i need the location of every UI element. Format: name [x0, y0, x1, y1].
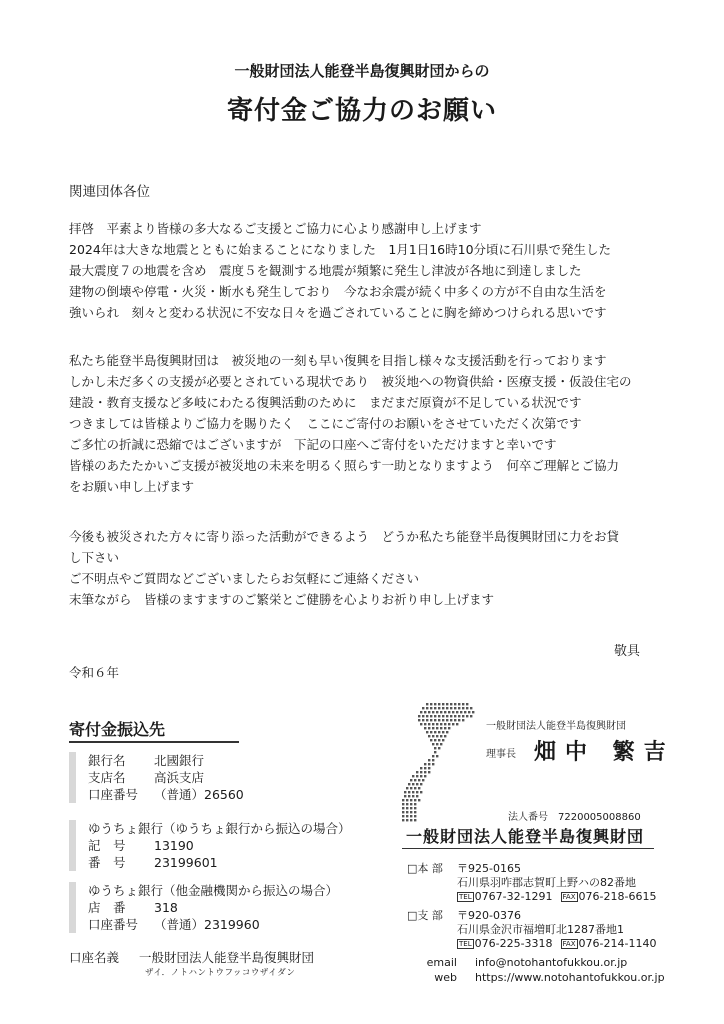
- branch-office-tel[interactable]: 076-225-3318: [474, 937, 553, 950]
- bango-label: 番 号: [88, 855, 126, 870]
- web-row: [418, 970, 665, 985]
- main-office-phone-row: [457, 890, 656, 904]
- web-label: web: [434, 971, 457, 984]
- body-line: ご多忙の折誠に恐縮ではございますが 下記の口座へご寄付をいただけますと幸いです: [69, 437, 557, 452]
- account-holder-kana: ザイ．ノトハントウフッコウザイダン: [145, 968, 296, 978]
- yucho-internal-block: [69, 820, 360, 871]
- branch-value: 高浜支店: [154, 770, 205, 785]
- yucho-account-value: （普通）2319960: [154, 917, 260, 932]
- telephone-icon: TEL: [459, 940, 472, 948]
- corporate-number: 法人番号 7220005008860: [508, 812, 641, 823]
- body-line: し下さい: [69, 550, 120, 565]
- body-line: 建設・教育支援など多岐にわたる復興活動のために まだまだ原資が不足している状況です: [69, 395, 582, 410]
- body-line: 強いられ 刻々と変わる状況に不安な日々を過ごされていることに胸を締めつけられる思いです: [69, 305, 607, 320]
- letter-date: 令和６年: [69, 665, 120, 680]
- bank-name-value: 北國銀行: [154, 753, 205, 768]
- store-number-value: 318: [154, 900, 178, 915]
- branch-row: [88, 769, 360, 786]
- main-office-tag: □本 部: [407, 862, 443, 875]
- body-line: 私たち能登半島復興財団は 被災地の一刻も早い復興を目指し様々な支援活動を行っております: [69, 353, 607, 368]
- body-line: 拝啓 平素より皆様の多大なるご支援とご協力に心より感謝申し上げます: [69, 221, 482, 236]
- body-line: 今後も被災された方々に寄り添った活動ができるよう どうか私たち能登半島復興財団に力をお貸: [69, 529, 620, 544]
- account-number-row: [88, 786, 360, 803]
- account-holder-row: [69, 948, 314, 966]
- body-line: 2024年は大きな地震とともに始まることになりました 1月1日16時10分頃に石川県で発生した: [69, 242, 612, 257]
- kigo-label: 記 号: [88, 838, 126, 853]
- email-label: email: [426, 956, 457, 969]
- kigo-row: [88, 837, 360, 854]
- bango-row: [88, 854, 360, 871]
- body-line: 建物の倒壊や停電・火災・断水も発生しており 今なお余震が続く中多くの方が不自由な生活を: [69, 284, 607, 299]
- yucho-internal-title: ゆうちょ銀行（ゆうちょ銀行から振込の場合）: [88, 821, 351, 836]
- main-office-address: 石川県羽咋郡志賀町上野ハの82番地: [457, 876, 636, 889]
- yucho-external-title: ゆうちょ銀行（他金融機関から振込の場合）: [88, 883, 339, 898]
- noto-peninsula-map-icon: [398, 700, 482, 822]
- branch-office-postal: 〒920-0376: [457, 909, 521, 922]
- store-number-row: [88, 899, 360, 916]
- body-line: 最大震度７の地震を含め 震度５を観測する地震が頻繁に発生し津波が各地に到達しました: [69, 263, 582, 278]
- bank-name-row: [88, 752, 360, 769]
- website-link[interactable]: https://www.notohantofukkou.or.jp: [475, 971, 665, 984]
- addressee: 関連団体各位: [69, 184, 150, 200]
- closing-keigu: 敬具: [613, 644, 640, 659]
- letter-title: 寄付金ご協力のお願い: [226, 96, 497, 126]
- body-line: 末筆ながら 皆様のますますのご繁栄とご健勝を心よりお祈り申し上げます: [69, 592, 495, 607]
- main-office-postal: 〒925-0165: [457, 862, 521, 875]
- body-line: をお願い申し上げます: [69, 479, 195, 494]
- branch-office-address: 石川県金沢市福増町北1287番地1: [457, 923, 624, 936]
- body-line: しかし未だ多くの支援が必要とされている現状であり 被災地への物資供給・医療支援・仮設住宅の: [69, 374, 632, 389]
- bank-name-label: 銀行名: [88, 753, 126, 768]
- yucho-account-label: 口座番号: [88, 917, 139, 932]
- fax-icon: FAX: [562, 893, 576, 901]
- branch-label: 支店名: [88, 770, 126, 785]
- bango-value: 23199601: [154, 855, 218, 870]
- body-paragraph-1: [69, 218, 669, 323]
- chairman-label: 理事長: [486, 749, 516, 760]
- body-line: 皆様のあたたかいご支援が被災地の未来を明るく照らす一助となりますよう 何卒ご理解とご協力: [69, 458, 620, 473]
- account-number-label: 口座番号: [88, 787, 139, 802]
- bank-heading-rule: [69, 741, 239, 743]
- account-holder-label: 口座名義: [69, 950, 120, 965]
- yucho-external-block: [69, 882, 360, 933]
- body-paragraph-3: [69, 526, 669, 610]
- fax-icon: FAX: [562, 940, 576, 948]
- telephone-icon: TEL: [459, 893, 472, 901]
- main-office-fax: 076-218-6615: [578, 890, 657, 903]
- email-link[interactable]: info@notohantofukkou.or.jp: [475, 956, 628, 969]
- chairman-name: 畑中 繁吉: [534, 739, 675, 765]
- main-office-block: [407, 862, 656, 904]
- branch-office-block: [407, 909, 656, 951]
- hokkoku-bank-block: [69, 752, 360, 803]
- body-line: ご不明点やご質問などございましたらお気軽にご連絡ください: [69, 571, 420, 586]
- letter-subtitle: 一般財団法人能登半島復興財団からの: [234, 62, 490, 80]
- account-number-value: （普通）26560: [154, 787, 244, 802]
- online-contact-block: [418, 955, 665, 985]
- kigo-value: 13190: [154, 838, 194, 853]
- email-row: [418, 955, 665, 970]
- main-office-tel[interactable]: 0767-32-1291: [474, 890, 553, 903]
- store-number-label: 店 番: [88, 900, 126, 915]
- contact-divider: [402, 848, 654, 849]
- branch-office-phone-row: [457, 937, 656, 951]
- bank-heading: 寄付金振込先: [69, 720, 166, 739]
- body-line: つきましては皆様よりご協力を賜りたく ここにご寄付のお願いをさせていただく次第です: [69, 416, 582, 431]
- organization-line: 一般財団法人能登半島復興財団: [486, 721, 626, 732]
- body-paragraph-2: [69, 350, 669, 497]
- organization-name: 一般財団法人能登半島復興財団: [406, 827, 645, 846]
- account-holder-value: 一般財団法人能登半島復興財団: [138, 950, 314, 965]
- yucho-account-row: [88, 916, 360, 933]
- branch-office-tag: □支 部: [407, 909, 443, 922]
- branch-office-fax: 076-214-1140: [578, 937, 657, 950]
